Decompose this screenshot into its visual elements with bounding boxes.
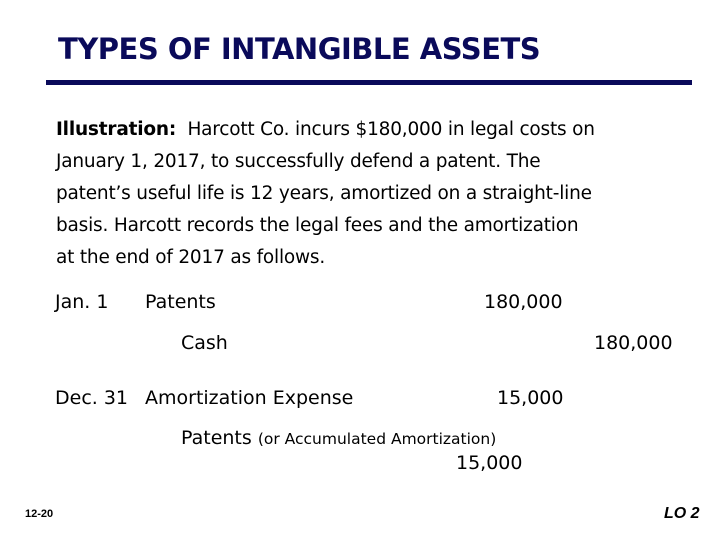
illustration-line-3: patent’s useful life is 12 years, amortized on a straight-line — [56, 183, 592, 204]
illustration-line-2: January 1, 2017, to successfully defend a patent. The — [56, 151, 541, 172]
illustration-lead: Illustration: — [56, 119, 177, 140]
entry2-credit-line — [181, 427, 496, 449]
entry1-date: Jan. 1 — [55, 291, 109, 313]
entry2-debit-account: Amortization Expense — [145, 387, 354, 409]
entry2-credit-account: Patents — [181, 427, 252, 449]
entry1-credit-account: Cash — [181, 332, 228, 354]
slide-title: TYPES OF INTANGIBLE ASSETS — [58, 32, 541, 66]
learning-objective-label: LO 2 — [664, 505, 700, 522]
entry1-credit-amount: 180,000 — [594, 332, 673, 354]
entry1-debit-account: Patents — [145, 291, 216, 313]
title-divider — [46, 80, 692, 85]
illustration-line-5: at the end of 2017 as follows. — [56, 247, 326, 268]
illustration-line-1 — [56, 114, 666, 146]
entry2-credit-amount: 15,000 — [456, 452, 523, 474]
entry2-debit-amount: 15,000 — [497, 387, 564, 409]
entry2-date: Dec. 31 — [55, 387, 129, 409]
entry1-debit-amount: 180,000 — [484, 291, 563, 313]
slide-number: 12-20 — [25, 508, 54, 520]
entry2-credit-note: (or Accumulated Amortization) — [257, 430, 497, 448]
illustration-text-1: Harcott Co. incurs $180,000 in legal costs on — [187, 119, 595, 140]
illustration-line-4: basis. Harcott records the legal fees and the amortization — [56, 215, 579, 236]
illustration-paragraph — [56, 114, 666, 274]
